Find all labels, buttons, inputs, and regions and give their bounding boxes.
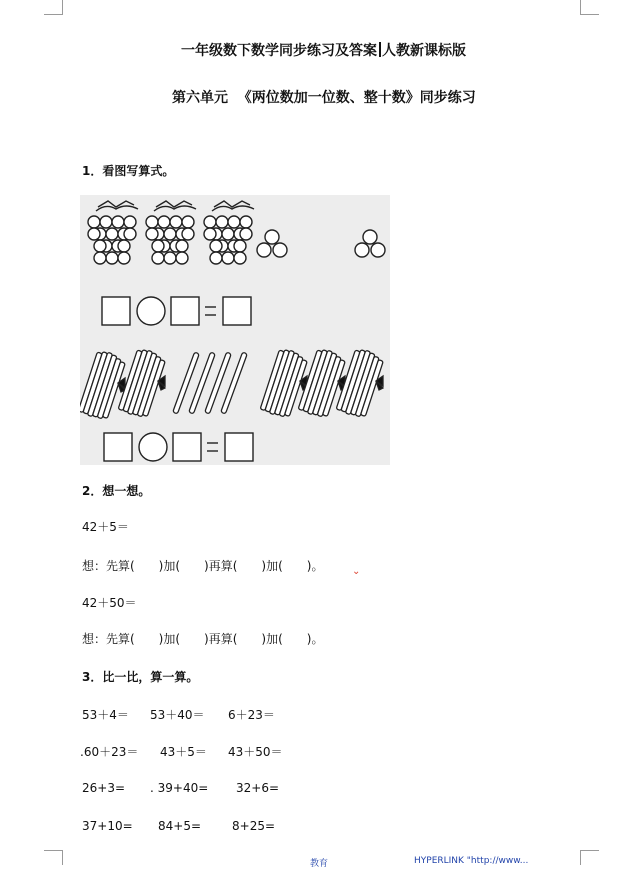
page-corner-mark bbox=[580, 0, 599, 15]
question-3-heading: 3．比一比，算一算。 bbox=[82, 670, 199, 684]
unit-title: 第六单元 《两位数加一位数、整十数》同步练习 bbox=[172, 90, 476, 106]
grape-bunch-icon bbox=[88, 201, 138, 264]
grape-cluster-icon bbox=[355, 230, 385, 257]
counting-illustration bbox=[80, 195, 390, 465]
exercise-item: 43＋5＝ bbox=[160, 745, 207, 759]
footer-hyperlink[interactable]: HYPERLINK "http://www... bbox=[414, 856, 529, 866]
page-corner-mark bbox=[580, 850, 599, 865]
stick-bundle-icon bbox=[80, 349, 127, 421]
exercise-item: 26+3= bbox=[82, 781, 126, 795]
equation-row-2 bbox=[104, 433, 253, 461]
exercise-item: 37+10= bbox=[82, 819, 133, 833]
counting-figure bbox=[80, 195, 390, 465]
think-prompt-2: 想：先算( )加( )再算( )加( )。 bbox=[82, 632, 324, 646]
footer-link-left[interactable]: 教育 bbox=[310, 859, 329, 869]
exercise-item: 84+5= bbox=[158, 819, 202, 833]
spellcheck-mark: ⌄ bbox=[352, 566, 361, 577]
title-separator bbox=[379, 42, 381, 57]
grape-bunch-icon bbox=[146, 201, 196, 264]
title-main: 一年级数下数学同步练习及答案 bbox=[181, 43, 377, 59]
page-corner-mark bbox=[44, 850, 63, 865]
exercise-item: 53＋40＝ bbox=[150, 708, 205, 722]
exercise-item: 43＋50＝ bbox=[228, 745, 283, 759]
question-2-heading: 2．想一想。 bbox=[82, 484, 151, 498]
exercise-item: .60＋23＝ bbox=[80, 745, 139, 759]
exercise-item: 53＋4＝ bbox=[82, 708, 129, 722]
exercise-item: 8+25= bbox=[232, 819, 276, 833]
equation-42-plus-50: 42＋50＝ bbox=[82, 596, 137, 610]
page-corner-mark bbox=[44, 0, 63, 15]
title-sub: 人教新课标版 bbox=[382, 43, 466, 59]
grape-cluster-icon bbox=[257, 230, 287, 257]
think-prompt-1: 想：先算( )加( )再算( )加( )。 bbox=[82, 559, 324, 573]
document-title bbox=[181, 40, 466, 60]
grape-bunch-icon bbox=[204, 201, 254, 264]
exercise-item: 32+6= bbox=[236, 781, 280, 795]
equation-42-plus-5: 42＋5＝ bbox=[82, 520, 129, 534]
equation-row-1 bbox=[102, 297, 251, 325]
exercise-item: 6＋23＝ bbox=[228, 708, 275, 722]
exercise-item: . 39+40= bbox=[150, 781, 209, 795]
question-1-heading: 1．看图写算式。 bbox=[82, 164, 175, 178]
